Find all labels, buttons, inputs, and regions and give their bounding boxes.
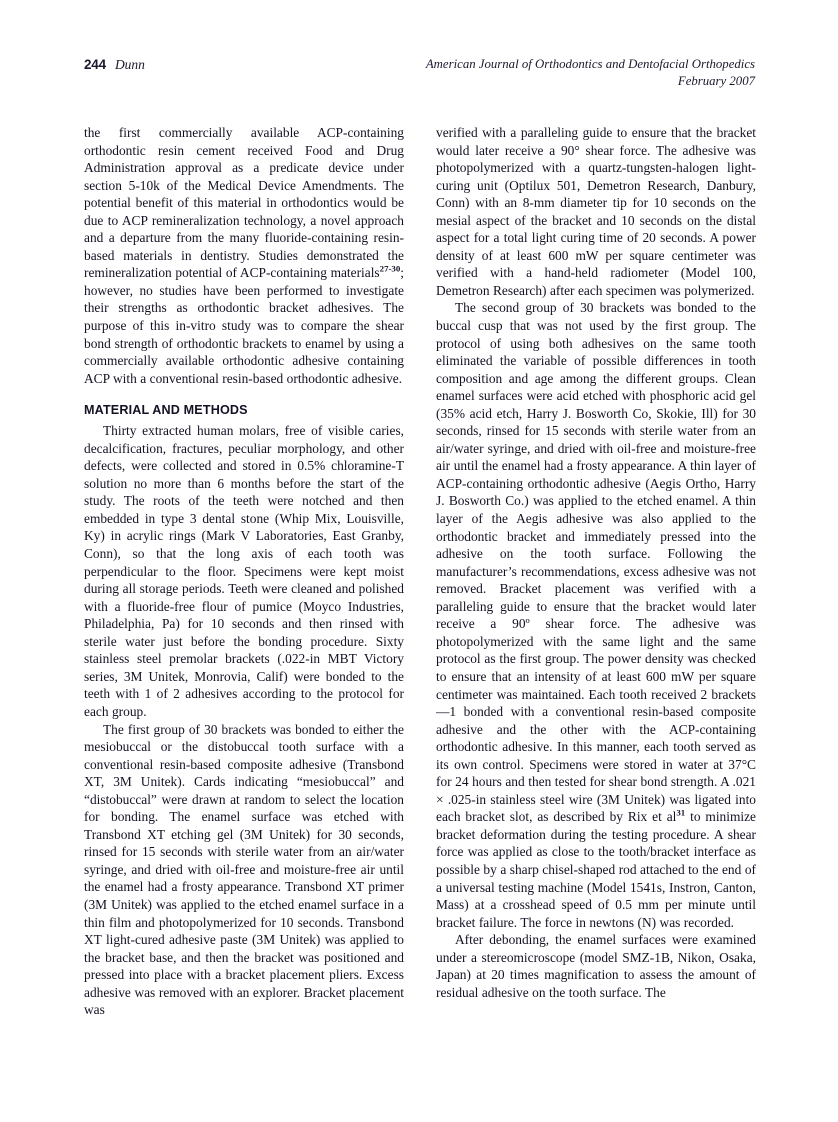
paragraph-specimen-preparation: Thirty extracted human molars, free of visible caries, decalcification, fractures, peculiar morphology, and other defects, were collected and stored in 0.5% chloramine-T solution no more than 6 months before the start of the study. The roots of the teeth were notched and then embedded in type 3 dental stone (Whip Mix, Louisville, Ky) in acrylic rings (Mark V Laboratories, East Granby, Conn), so that the long axis of each tooth was perpendicular to the floor. Specimens were kept moist during all storage periods. Teeth were cleaned and polished with a fluoride-free flour of pumice (Moyco Industries, Philadelphia, Pa) for 10 seconds and then rinsed with sterile water just before the bonding procedure. Sixty stainless steel premolar brackets (.022-in MBT Victory series, 3M Unitek, Monrovia, Calif) were bonded to the teeth with 1 of 2 adhesives according to the protocol for each group.	[84, 423, 404, 719]
running-head-right	[426, 56, 755, 90]
running-head	[84, 56, 755, 102]
issue-date: February 2007	[677, 74, 755, 88]
paragraph-text-part-1: the first commercially available ACP-containing orthodontic resin cement received Food and Drug Administration approval as a predicate device under section 5-10k of the Medical Device Amendments. The potential benefit of this material in orthodontics would be due to ACP remineralization technology, a novel approach and a departure from the many fluoride-containing resin-based materials in dentistry. Studies demonstrated the remineralization potential of ACP-containing materials	[84, 125, 404, 281]
left-column	[84, 124, 404, 1054]
paragraph-debonding-examination: After debonding, the enamel surfaces were examined under a stereomicroscope (model SMZ-1B, Nikon, Osaka, Japan) at 20 times magnification to assess the amount of residual adhesive on the tooth surface. The	[436, 932, 756, 1000]
journal-title: American Journal of Orthodontics and Dentofacial Orthopedics	[425, 57, 755, 71]
citation-reference: 27-30	[379, 263, 401, 274]
paragraph-second-group	[436, 299, 756, 931]
right-column	[436, 124, 756, 1054]
page-folio: 244	[84, 57, 106, 72]
running-head-left	[84, 56, 145, 74]
article-columns	[84, 124, 756, 1054]
paragraph-continuation	[84, 124, 404, 387]
paragraph-first-group: The first group of 30 brackets was bonded to either the mesiobuccal or the distobuccal tooth surface with a conventional resin-based composite adhesive (Transbond XT, 3M Unitek). Cards indicating “mesiobuccal” and “distobuccal” were drawn at random to select the location for bonding. The enamel surface was etched with Transbond XT etching gel (3M Unitek) for 30 seconds, rinsed for 15 seconds with sterile water from an air/water syringe, and dried with oil-free and moisture-free air until the enamel had a frosty appearance. Transbond XT primer (3M Unitek) was applied to the etched enamel surface in a thin film and photopolymerized for 10 seconds. Transbond XT light-cured adhesive paste (3M Unitek) was applied to the bracket base, and then the bracket was positioned and pressed into place with a bracket placement pliers. Excess adhesive was removed with an explorer. Bracket placement was	[84, 721, 404, 1018]
citation-reference: 31	[676, 807, 686, 818]
running-head-author: Dunn	[114, 57, 145, 72]
paragraph-text-part-1: The second group of 30 brackets was bonded to the buccal cusp that was not used by the first group. The protocol of using both adhesives on the same tooth eliminated the variable of possible differences in tooth composition and age among the different groups. Clean enamel surfaces were acid etched with phosphoric acid gel (35% acid etch, Harry J. Bosworth Co, Skokie, Ill) for 30 seconds, rinsed for 15 seconds with sterile water from an air/water syringe, and dried with oil-free and moisture-free air until the enamel had a frosty appearance. A thin layer of ACP-containing orthodontic adhesive (Aegis Ortho, Harry J. Bosworth Co.) was applied to the etched enamel. A thin layer of the Aegis adhesive was also applied to the orthodontic bracket and immediately pressed into the adhesive on the tooth surface. Following the manufacturer’s recommendations, excess adhesive was not removed. Bracket placement was verified with a paralleling guide to ensure that the bracket would later receive a 90º shear force. The adhesive was photopolymerized with the same light and the same protocol as the first group. The power density was checked to ensure that an intensity of at least 600 mW per square centimeter was maintained. Each tooth received 2 brackets—1 bonded with a conventional resin-based composite adhesive and the other with the ACP-containing orthodontic adhesive. In this manner, each tooth served as its own control. Specimens were stored in water at 37°C for 24 hours and then tested for shear bond strength. A .021 × .025-in stainless steel wire (3M Unitek) was ligated into each bracket slot, as described by Rix et al	[436, 300, 756, 825]
paragraph-curing-protocol: verified with a paralleling guide to ensure that the bracket would later receive a 90° shear force. The adhesive was photopolymerized with a quartz-tungsten-halogen light-curing unit (Optilux 501, Demetron Research, Danbury, Conn) with an 8-mm diameter tip for 10 seconds on the mesial aspect of the bracket and 10 seconds on the distal aspect for a total light curing time of 20 seconds. A power density of at least 600 mW per square centimeter was verified with a hand-held radiometer (Model 100, Demetron Research) after each specimen was polymerized.	[436, 125, 756, 298]
paragraph-text-part-2: to minimize bracket deformation during the testing procedure. A shear force was applied as close to the tooth/bracket interface as possible by a sharp chisel-shaped rod attached to the end of a universal testing machine (Model 1541s, Instron, Canton, Mass) at a crosshead speed of 0.5 mm per minute until bracket failure. The force in newtons (N) was recorded.	[436, 809, 756, 930]
section-heading-material-and-methods: MATERIAL AND METHODS	[84, 403, 248, 418]
paragraph-text-part-2: ; however, no studies have been performed to investigate their strengths as orthodontic bracket adhesives. The purpose of this in-vitro study was to compare the shear bond strength of orthodontic brackets to enamel by using a commercially available orthodontic adhesive containing ACP with a conventional resin-based orthodontic adhesive.	[84, 265, 404, 386]
